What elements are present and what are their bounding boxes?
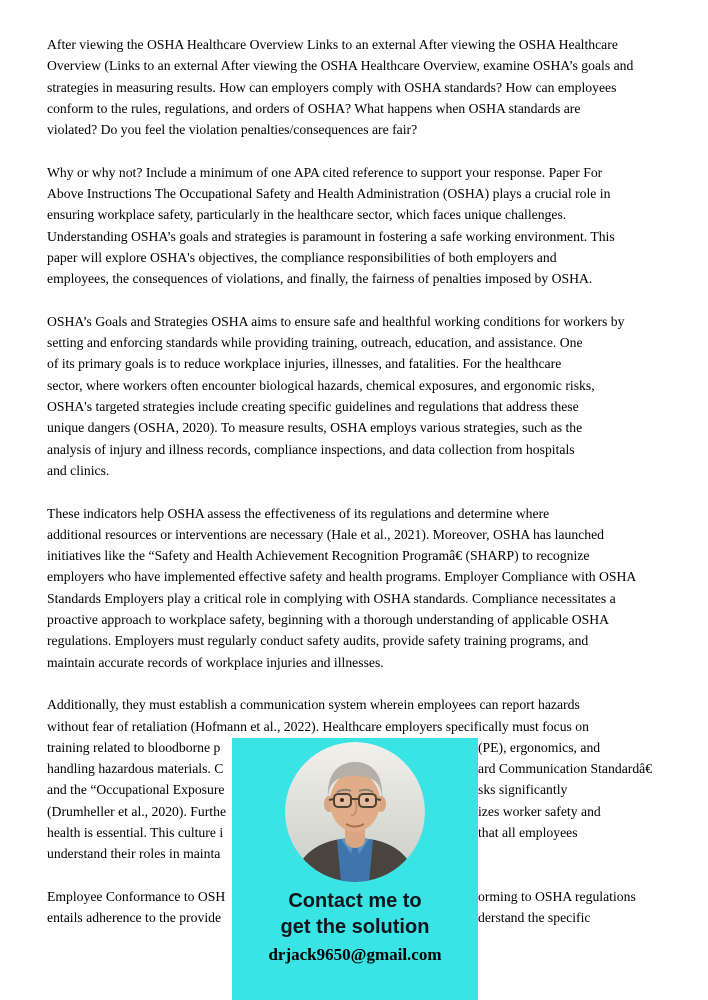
text-fragment: initiatives like the “Safety and Health Achievement Recognition Programâ€ (SHARP) to recognize xyxy=(47,548,590,564)
text-line xyxy=(47,524,663,545)
man-portrait-photo xyxy=(285,742,425,882)
text-fragment: employers who have implemented effective safety and health programs. Employer Compliance with OSHA xyxy=(47,569,637,585)
solution-ad-overlay xyxy=(232,738,478,1000)
text-line xyxy=(47,162,663,183)
text-fragment: derstand the specific xyxy=(478,910,591,926)
text-fragment: Additionally, they must establish a communication system wherein employees can report hazards xyxy=(47,697,580,713)
ad-email: drjack9650@gmail.com xyxy=(268,945,442,964)
text-fragment: Above Instructions The Occupational Safety and Health Administration (OSHA) plays a crucial role in xyxy=(47,186,611,202)
text-line xyxy=(47,417,663,438)
text-fragment: sks significantly xyxy=(478,782,568,798)
text-fragment: training related to bloodborne p xyxy=(47,739,221,755)
text-fragment: These indicators help OSHA assess the effectiveness of its regulations and determine where xyxy=(47,505,550,521)
text-line xyxy=(47,460,663,481)
text-fragment: unique dangers (OSHA, 2020). To measure results, OSHA employs various strategies, such as the xyxy=(47,420,583,436)
text-fragment: OSHA's targeted strategies include creating specific guidelines and regulations that address these xyxy=(47,399,579,415)
text-line xyxy=(47,630,663,651)
text-line xyxy=(47,119,663,140)
text-fragment: and the “Occupational Exposure xyxy=(47,782,225,798)
text-fragment: setting and enforcing standards while providing training, outreach, education, and assistance. One xyxy=(47,335,583,351)
text-line xyxy=(47,247,663,268)
text-fragment: Overview (Links to an external After viewing the OSHA Healthcare Overview, examine OSHA’s goals and xyxy=(47,58,634,74)
text-line xyxy=(47,332,663,353)
text-line xyxy=(47,34,663,55)
text-fragment: strategies in measuring results. How can employers comply with OSHA standards? How can employees xyxy=(47,79,617,95)
text-fragment: regulations. Employers must regularly conduct safety audits, provide safety training programs, and xyxy=(47,633,589,649)
text-fragment: handling hazardous materials. C xyxy=(47,761,224,777)
text-fragment: additional resources or interventions are necessary (Hale et al., 2021). Moreover, OSHA has launched xyxy=(47,526,605,542)
text-line xyxy=(47,226,663,247)
text-fragment: entails adherence to the provide xyxy=(47,910,222,926)
text-fragment: understand their roles in mainta xyxy=(47,846,221,862)
text-fragment: orming to OSHA regulations xyxy=(478,888,636,904)
text-fragment: OSHA’s Goals and Strategies OSHA aims to ensure safe and healthful working conditions for workers by xyxy=(47,313,625,329)
text-fragment: Employee Conformance to OSH xyxy=(47,888,226,904)
text-fragment: employees, the consequences of violations, and finally, the fairness of penalties imposed by OSHA. xyxy=(47,271,593,287)
text-fragment: ard Communication Standardâ€ xyxy=(478,761,653,777)
text-fragment: sector, where workers often encounter biological hazards, chemical exposures, and ergonomic risks, xyxy=(47,377,595,393)
text-fragment: (PE), ergonomics, and xyxy=(478,739,601,755)
text-line xyxy=(47,311,663,332)
text-line xyxy=(47,716,663,737)
text-fragment: without fear of retaliation (Hofmann et al., 2022). Healthcare employers specifically must focus on xyxy=(47,718,589,734)
text-line xyxy=(47,609,663,630)
text-line xyxy=(47,439,663,460)
ad-headline xyxy=(281,888,430,940)
text-fragment: of its primary goals is to reduce workplace injuries, illnesses, and fatalities. For the healthcare xyxy=(47,356,562,372)
text-fragment: izes worker safety and xyxy=(478,803,601,819)
text-fragment: maintain accurate records of workplace injuries and illnesses. xyxy=(47,654,384,670)
text-line xyxy=(47,183,663,204)
paragraph xyxy=(47,311,663,481)
text-line xyxy=(47,55,663,76)
text-line xyxy=(47,98,663,119)
text-fragment: (Drumheller et al., 2020). Furthe xyxy=(47,803,227,819)
text-fragment: Standards Employers play a critical role in complying with OSHA standards. Compliance necessitates a xyxy=(47,590,616,606)
text-line xyxy=(47,652,663,673)
text-fragment: Why or why not? Include a minimum of one APA cited reference to support your response. Paper For xyxy=(47,164,603,180)
text-line xyxy=(47,503,663,524)
text-fragment: conform to the rules, regulations, and orders of OSHA? What happens when OSHA standards are xyxy=(47,100,581,116)
text-fragment: paper will explore OSHA's objectives, the compliance responsibilities of both employers and xyxy=(47,249,557,265)
paragraph xyxy=(47,162,663,290)
text-fragment: and clinics. xyxy=(47,462,110,478)
text-line xyxy=(47,268,663,289)
text-fragment: Understanding OSHA’s goals and strategies is paramount in fostering a safe working environment. This xyxy=(47,228,615,244)
text-line xyxy=(47,545,663,566)
text-line xyxy=(47,566,663,587)
text-fragment: health is essential. This culture i xyxy=(47,824,224,840)
text-fragment: violated? Do you feel the violation penalties/consequences are fair? xyxy=(47,122,418,138)
paragraph xyxy=(47,34,663,140)
ad-headline-line1: Contact me to xyxy=(288,890,422,912)
text-line xyxy=(47,375,663,396)
text-line xyxy=(47,694,663,715)
text-line xyxy=(47,77,663,98)
paragraph xyxy=(47,503,663,673)
tutor-photo xyxy=(285,742,425,882)
text-fragment: After viewing the OSHA Healthcare Overview Links to an external After viewing the OSHA Healthcare xyxy=(47,37,618,52)
text-fragment: analysis of injury and illness records, compliance inspections, and data collection from hospitals xyxy=(47,441,575,457)
ad-headline-line2: get the solution xyxy=(280,916,430,938)
text-fragment: proactive approach to workplace safety, beginning with a thorough understanding of applicable OSHA xyxy=(47,612,610,628)
text-line xyxy=(47,396,663,417)
text-line xyxy=(47,353,663,374)
text-fragment: ensuring workplace safety, particularly in the healthcare sector, which faces unique challenges. xyxy=(47,207,567,223)
text-line xyxy=(47,588,663,609)
text-line xyxy=(47,204,663,225)
text-fragment: that all employees xyxy=(478,824,578,840)
